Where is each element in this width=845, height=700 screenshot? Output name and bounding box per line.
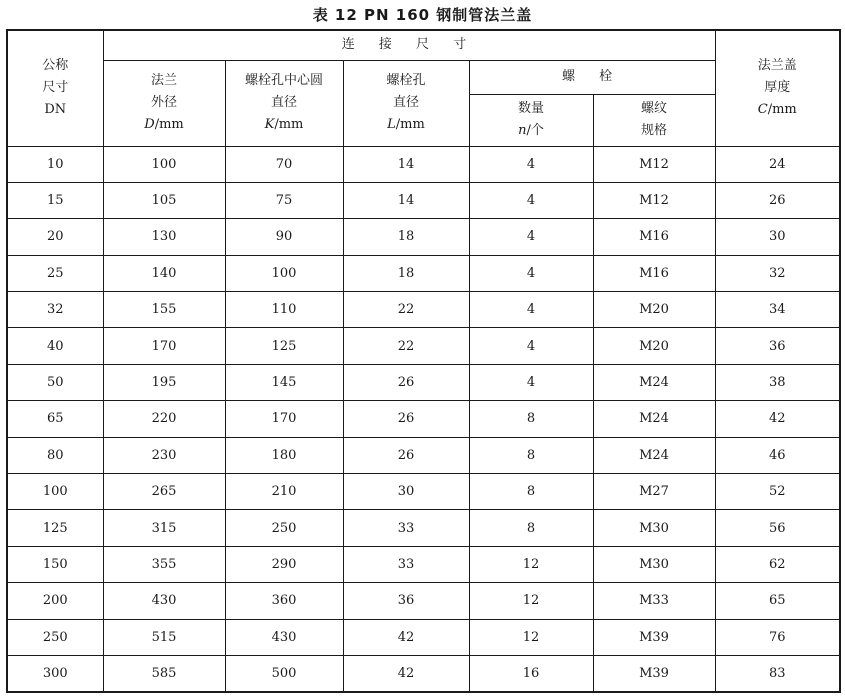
cell-thickness: 26 xyxy=(715,182,840,218)
cell-bolt-circle: 180 xyxy=(225,437,343,473)
cell-bolt-hole: 30 xyxy=(343,474,469,510)
cell-bolt-qty: 8 xyxy=(469,437,593,473)
cell-bolt-hole: 26 xyxy=(343,401,469,437)
table-row xyxy=(7,437,840,473)
table-row xyxy=(7,255,840,291)
cell-bolt-qty: 12 xyxy=(469,583,593,619)
cell-dn: 10 xyxy=(7,146,103,182)
flange-table xyxy=(6,29,841,693)
cell-bolt-qty: 8 xyxy=(469,474,593,510)
table-title: 表 12 PN 160 钢制管法兰盖 xyxy=(312,6,533,24)
cell-flange-od: 355 xyxy=(103,546,225,582)
cell-thickness: 32 xyxy=(715,255,840,291)
cell-thickness: 76 xyxy=(715,619,840,655)
cell-bolt-circle: 125 xyxy=(225,328,343,364)
cell-bolt-circle: 75 xyxy=(225,182,343,218)
cell-thickness: 56 xyxy=(715,510,840,546)
table-row xyxy=(7,328,840,364)
table-row xyxy=(7,510,840,546)
cell-bolt-qty: 4 xyxy=(469,219,593,255)
cell-bolt-hole: 26 xyxy=(343,437,469,473)
header-connection-dimensions: 连 接 尺 寸 xyxy=(103,30,715,60)
cell-bolt-thread: M30 xyxy=(593,546,715,582)
cell-bolt-hole: 42 xyxy=(343,619,469,655)
cell-dn: 20 xyxy=(7,219,103,255)
cell-thickness: 46 xyxy=(715,437,840,473)
table-row xyxy=(7,546,840,582)
cell-dn: 32 xyxy=(7,292,103,328)
header-dn: 公称 尺寸 DN xyxy=(7,30,103,146)
table-row xyxy=(7,364,840,400)
cell-bolt-thread: M20 xyxy=(593,292,715,328)
table-row xyxy=(7,655,840,692)
cell-flange-od: 100 xyxy=(103,146,225,182)
cell-flange-od: 155 xyxy=(103,292,225,328)
header-cover-thickness: 法兰盖 厚度 C/mm xyxy=(715,30,840,146)
header-bolt: 螺 栓 xyxy=(469,60,715,94)
cell-bolt-thread: M16 xyxy=(593,219,715,255)
cell-bolt-qty: 4 xyxy=(469,255,593,291)
cell-bolt-circle: 110 xyxy=(225,292,343,328)
cell-bolt-circle: 250 xyxy=(225,510,343,546)
table-row xyxy=(7,583,840,619)
cell-bolt-thread: M16 xyxy=(593,255,715,291)
cell-thickness: 83 xyxy=(715,655,840,692)
cell-thickness: 62 xyxy=(715,546,840,582)
cell-dn: 80 xyxy=(7,437,103,473)
cell-dn: 150 xyxy=(7,546,103,582)
cell-bolt-circle: 145 xyxy=(225,364,343,400)
table-row xyxy=(7,146,840,182)
table-body xyxy=(7,146,840,692)
header-bolt-hole: 螺栓孔 直径 L/mm xyxy=(343,60,469,146)
header-bolt-thread: 螺纹 规格 xyxy=(593,94,715,146)
table-row xyxy=(7,292,840,328)
cell-bolt-thread: M24 xyxy=(593,364,715,400)
cell-thickness: 65 xyxy=(715,583,840,619)
cell-bolt-hole: 14 xyxy=(343,146,469,182)
cell-bolt-thread: M24 xyxy=(593,437,715,473)
cell-dn: 50 xyxy=(7,364,103,400)
cell-thickness: 24 xyxy=(715,146,840,182)
cell-thickness: 34 xyxy=(715,292,840,328)
cell-flange-od: 220 xyxy=(103,401,225,437)
cell-bolt-thread: M12 xyxy=(593,182,715,218)
cell-dn: 100 xyxy=(7,474,103,510)
cell-bolt-circle: 430 xyxy=(225,619,343,655)
table-row xyxy=(7,401,840,437)
cell-flange-od: 130 xyxy=(103,219,225,255)
cell-bolt-circle: 360 xyxy=(225,583,343,619)
cell-flange-od: 170 xyxy=(103,328,225,364)
cell-bolt-thread: M27 xyxy=(593,474,715,510)
cell-flange-od: 140 xyxy=(103,255,225,291)
cell-dn: 15 xyxy=(7,182,103,218)
cell-bolt-qty: 4 xyxy=(469,328,593,364)
header-bolt-qty: 数量 n/个 xyxy=(469,94,593,146)
table-row xyxy=(7,619,840,655)
cell-bolt-hole: 18 xyxy=(343,255,469,291)
cell-bolt-hole: 36 xyxy=(343,583,469,619)
cell-bolt-hole: 33 xyxy=(343,546,469,582)
cell-bolt-hole: 14 xyxy=(343,182,469,218)
cell-thickness: 36 xyxy=(715,328,840,364)
cell-bolt-thread: M20 xyxy=(593,328,715,364)
cell-bolt-hole: 33 xyxy=(343,510,469,546)
table-row xyxy=(7,182,840,218)
cell-dn: 300 xyxy=(7,655,103,692)
cell-bolt-circle: 290 xyxy=(225,546,343,582)
cell-bolt-qty: 16 xyxy=(469,655,593,692)
cell-dn: 200 xyxy=(7,583,103,619)
cell-bolt-circle: 210 xyxy=(225,474,343,510)
cell-bolt-circle: 90 xyxy=(225,219,343,255)
cell-bolt-qty: 4 xyxy=(469,182,593,218)
cell-flange-od: 515 xyxy=(103,619,225,655)
cell-bolt-thread: M24 xyxy=(593,401,715,437)
cell-bolt-circle: 100 xyxy=(225,255,343,291)
cell-bolt-hole: 22 xyxy=(343,292,469,328)
cell-bolt-thread: M30 xyxy=(593,510,715,546)
table-row xyxy=(7,219,840,255)
cell-bolt-qty: 8 xyxy=(469,510,593,546)
table-row xyxy=(7,474,840,510)
cell-thickness: 30 xyxy=(715,219,840,255)
cell-flange-od: 105 xyxy=(103,182,225,218)
header-flange-od: 法兰 外径 D/mm xyxy=(103,60,225,146)
cell-flange-od: 430 xyxy=(103,583,225,619)
cell-dn: 250 xyxy=(7,619,103,655)
cell-bolt-hole: 18 xyxy=(343,219,469,255)
cell-dn: 125 xyxy=(7,510,103,546)
cell-bolt-thread: M33 xyxy=(593,583,715,619)
cell-dn: 25 xyxy=(7,255,103,291)
cell-bolt-hole: 42 xyxy=(343,655,469,692)
cell-bolt-thread: M39 xyxy=(593,619,715,655)
cell-thickness: 52 xyxy=(715,474,840,510)
cell-thickness: 42 xyxy=(715,401,840,437)
cell-bolt-qty: 4 xyxy=(469,146,593,182)
cell-dn: 65 xyxy=(7,401,103,437)
cell-bolt-hole: 26 xyxy=(343,364,469,400)
header-bolt-circle: 螺栓孔中心圆 直径 K/mm xyxy=(225,60,343,146)
cell-bolt-qty: 8 xyxy=(469,401,593,437)
cell-flange-od: 585 xyxy=(103,655,225,692)
cell-bolt-thread: M39 xyxy=(593,655,715,692)
cell-bolt-qty: 12 xyxy=(469,619,593,655)
cell-bolt-circle: 70 xyxy=(225,146,343,182)
cell-bolt-circle: 170 xyxy=(225,401,343,437)
cell-bolt-qty: 4 xyxy=(469,292,593,328)
cell-bolt-qty: 4 xyxy=(469,364,593,400)
cell-dn: 40 xyxy=(7,328,103,364)
cell-bolt-thread: M12 xyxy=(593,146,715,182)
cell-flange-od: 195 xyxy=(103,364,225,400)
cell-thickness: 38 xyxy=(715,364,840,400)
cell-flange-od: 265 xyxy=(103,474,225,510)
cell-flange-od: 315 xyxy=(103,510,225,546)
cell-bolt-qty: 12 xyxy=(469,546,593,582)
cell-flange-od: 230 xyxy=(103,437,225,473)
cell-bolt-hole: 22 xyxy=(343,328,469,364)
cell-bolt-circle: 500 xyxy=(225,655,343,692)
